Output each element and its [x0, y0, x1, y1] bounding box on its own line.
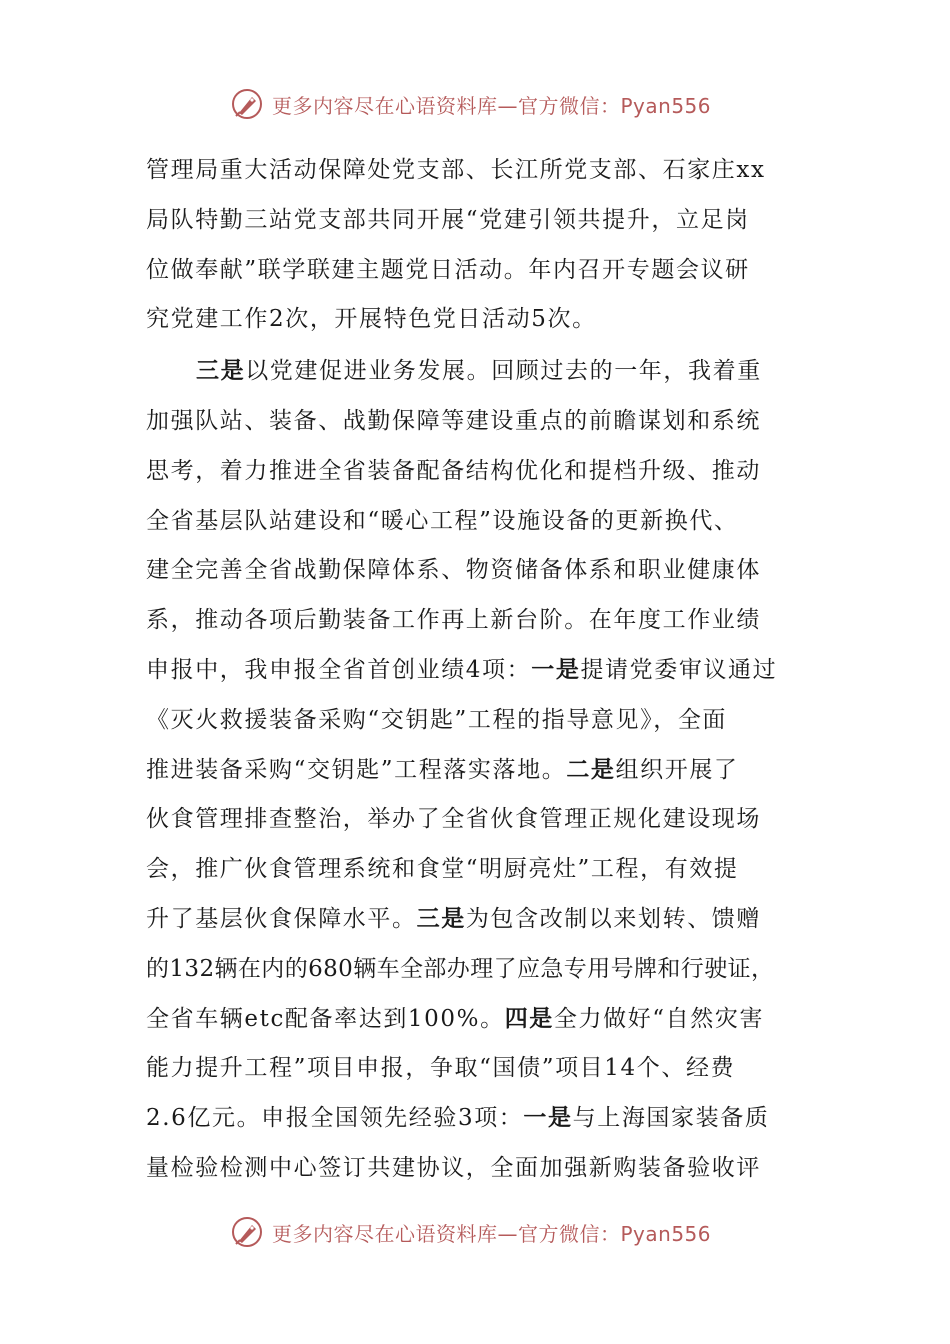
bold-keyword: 二是 [566, 756, 616, 783]
paragraph-line: 究党建工作2次，开展特色党日活动5次。 [146, 306, 597, 333]
paragraph-line: 思考，着力推进全省装备配备结构优化和提档升级、推动 [146, 457, 761, 484]
watermark-header [230, 84, 711, 124]
paragraph-line: 建全完善全省战勤保障体系、物资储备体系和职业健康体 [146, 557, 761, 584]
watermark-footer [230, 1212, 711, 1252]
paragraph-line: 全省车辆etc配备率达到100%。四是全力做好“自然灾害 [146, 1005, 765, 1032]
bold-keyword: 一是 [523, 1105, 573, 1132]
paragraph-line: 升了基层伙食保障水平。三是为包含改制以来划转、馈赠 [146, 905, 762, 932]
paragraph-line: 申报中，我申报全省首创业绩4项：一是提请党委审议通过 [146, 656, 778, 683]
pen-nib-logo-icon [230, 1215, 264, 1249]
paragraph-line: 三是以党建促进业务发展。回顾过去的一年，我着重 [196, 358, 762, 385]
paragraph-line: 能力提升工程”项目申报，争取“国债”项目14个、经费 [146, 1055, 736, 1082]
bold-keyword: 四是 [504, 1005, 554, 1032]
paragraph-line: 系，推动各项后勤装备工作再上新台阶。在年度工作业绩 [146, 607, 761, 634]
watermark-text: 更多内容尽在心语资料库—官方微信：Pyan556 [272, 93, 712, 118]
paragraph-line: 会，推广伙食管理系统和食堂“明厨亮灶”工程，有效提 [146, 856, 739, 883]
paragraph-line: 伙食管理排查整治，举办了全省伙食管理正规化建设现场 [146, 806, 761, 833]
paragraph-line: 2.6亿元。申报全国领先经验3项：一是与上海国家装备质 [146, 1105, 770, 1132]
paragraph-line: 管理局重大活动保障处党支部、长江所党支部、石家庄xx [146, 157, 766, 183]
paragraph-line: 推进装备采购“交钥匙”工程落实落地。二是组织开展了 [146, 756, 739, 783]
bold-keyword: 三是 [196, 358, 246, 385]
paragraph-line: 加强队站、装备、战勤保障等建设重点的前瞻谋划和系统 [146, 407, 761, 434]
paragraph-line: 全省基层队站建设和“暖心工程”设施设备的更新换代、 [146, 507, 739, 534]
bold-keyword: 一是 [531, 656, 581, 683]
watermark-text: 更多内容尽在心语资料库—官方微信：Pyan556 [272, 1221, 712, 1246]
paragraph-line: 量检验检测中心签订共建协议，全面加强新购装备验收评 [146, 1154, 761, 1181]
paragraph-line: 位做奉献”联学联建主题党日活动。年内召开专题会议研 [146, 256, 750, 283]
bold-keyword: 三是 [416, 905, 466, 932]
pen-nib-logo-icon [230, 87, 264, 121]
paragraph-line: 的132辆在内的680辆车全部办理了应急专用号牌和行驶证， [146, 955, 775, 982]
paragraph-line: 《灭火救援装备采购“交钥匙”工程的指导意见》，全面 [146, 706, 728, 733]
body-text [146, 146, 826, 1194]
paragraph-line: 局队特勤三站党支部共同开展“党建引领共提升，立足岗 [146, 206, 750, 233]
